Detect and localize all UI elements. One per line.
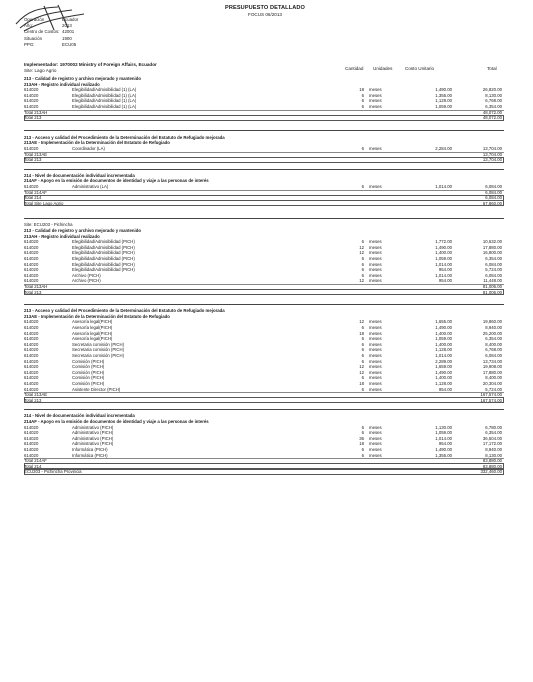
row-description: Secretaria comisión (PICH) [72, 341, 125, 347]
subtotal-row-value: 167,574.00 [480, 392, 502, 398]
row-unit: meses [369, 336, 382, 342]
total-row-label: Total 213 [24, 115, 42, 121]
row-total: 25,200.00 [482, 330, 502, 336]
subtotal-row-label: Total 213AE [24, 392, 48, 398]
meta-value: 2013 [62, 23, 72, 29]
row-quantity: 12 [359, 250, 364, 256]
row-code: 614020 [24, 369, 39, 375]
row-unit-cost: 954.00 [438, 267, 452, 273]
row-unit-cost: 954.00 [438, 441, 452, 447]
row-code: 614020 [24, 92, 39, 98]
row-unit: meses [369, 330, 382, 336]
row-unit: meses [369, 239, 382, 245]
row-quantity: 6 [361, 336, 364, 342]
row-description: Secretaria comisión (PICH) [72, 347, 125, 353]
row-description: Informática (PICH) [72, 452, 108, 458]
row-code: 614020 [24, 347, 39, 353]
subsection-heading: 213AE - Implementación de la Determinación del Estatuto de Refugiado [24, 140, 170, 146]
total-row-value: 83,880.00 [482, 463, 502, 469]
row-total: 36,504.00 [482, 435, 502, 441]
row-quantity: 18 [359, 381, 364, 386]
row-unit: meses [369, 353, 382, 358]
row-quantity: 6 [361, 386, 364, 392]
row-unit: meses [369, 441, 382, 447]
row-total: 6,354.00 [485, 336, 502, 342]
row-unit: meses [369, 347, 382, 353]
row-total: 11,448.00 [483, 278, 502, 284]
site-total-row-value: 332,460.00 [480, 469, 502, 475]
total-row-value: 13,704.00 [482, 157, 502, 163]
row-quantity: 6 [361, 341, 364, 347]
row-unit-cost: 1,400.00 [435, 341, 452, 347]
row-description: Asesoría legal(PICH) [72, 336, 113, 342]
subtotal-row-label: Total 214AF [24, 458, 47, 464]
row-unit: meses [369, 435, 382, 441]
subtotal-row-value: 13,704.00 [482, 151, 502, 157]
row-code: 614020 [24, 184, 39, 189]
row-unit: meses [369, 358, 382, 364]
subtotal-row-value: 83,880.00 [482, 458, 502, 464]
row-unit-cost: 1,490.00 [435, 369, 452, 375]
row-quantity: 18 [359, 87, 364, 93]
meta-value: ECU05 [62, 41, 77, 47]
row-description: Comisión (PICH) [72, 364, 105, 370]
row-code: 614020 [24, 272, 39, 278]
row-unit: meses [369, 430, 382, 436]
row-unit: meses [369, 104, 382, 109]
row-total: 6,084.00 [485, 184, 502, 189]
row-description: Coordinador (LA) [72, 146, 105, 151]
row-unit: meses [369, 386, 382, 392]
divider [24, 304, 504, 305]
row-unit: meses [369, 447, 382, 452]
meta-key: Centro de Costos: [24, 29, 60, 35]
row-quantity: 6 [361, 239, 364, 245]
total-row [24, 290, 504, 296]
row-total: 8,400.00 [485, 375, 502, 381]
row-quantity: 6 [361, 424, 364, 430]
row-code: 614020 [24, 424, 39, 430]
row-quantity: 6 [361, 375, 364, 381]
row-description: Elegibilidad/Admisibilidad (PICH) [72, 244, 135, 250]
row-code: 614020 [24, 267, 39, 273]
section-heading: 213 - Calidad de registro y archivo mejorado y mantenido [24, 76, 142, 81]
row-quantity: 6 [361, 272, 364, 278]
row-quantity: 6 [361, 447, 364, 452]
row-quantity: 6 [361, 256, 364, 261]
row-code: 614020 [24, 364, 39, 370]
meta-key: Situación [24, 35, 43, 41]
row-total: 6,768.00 [485, 347, 502, 353]
row-total: 8,400.00 [485, 341, 502, 347]
meta-key: Operación [24, 17, 45, 22]
row-code: 614020 [24, 104, 39, 109]
row-unit-cost: 954.00 [438, 386, 452, 392]
section-heading: 214 - Nivel de documentación individual incrementada [24, 172, 135, 178]
row-description: Asesoría legal(PICH) [72, 319, 113, 325]
total-row-label: Total 214 [24, 463, 42, 469]
row-description: Asesoría legal(PICH) [72, 325, 113, 330]
row-quantity: 12 [359, 244, 364, 250]
row-description: Archivo (PICH) [72, 278, 101, 284]
row-total: 5,724.00 [485, 267, 502, 273]
row-code: 614020 [24, 330, 39, 336]
subtotal-row-label: Total 213AH [24, 109, 48, 115]
subsection-heading: 213AE - Implementación de la Determinación del Estatuto de Refugiado [24, 313, 170, 319]
row-unit: meses [369, 267, 382, 273]
row-total: 20,304.00 [482, 381, 502, 386]
row-code: 614020 [24, 341, 39, 347]
row-description: Archivo (PICH) [72, 272, 101, 278]
row-description: Administrativo (PICH) [72, 424, 114, 430]
row-unit: meses [369, 369, 382, 375]
row-description: Comisión (PICH) [72, 369, 105, 375]
row-description: Administrativo (PICH) [72, 430, 114, 436]
meta-value: 42001 [62, 29, 75, 35]
row-total: 8,940.00 [485, 447, 502, 452]
divider [24, 218, 504, 219]
row-description: Elegibilidad/Admisibilidad (1) (LA) [72, 104, 137, 109]
section-heading: 213 - Acceso y calidad del Procedimiento de la Determinación del Estatuto de Refugiado mejorada [24, 134, 225, 140]
row-unit: meses [369, 87, 382, 93]
row-unit-cost: 2,284.00 [435, 146, 452, 151]
row-code: 614020 [24, 336, 39, 342]
row-total: 13,704.00 [482, 146, 502, 151]
row-unit-cost: 1,490.00 [435, 325, 452, 330]
row-unit-cost: 1,059.00 [435, 256, 452, 261]
row-unit: meses [369, 272, 382, 278]
row-quantity: 6 [361, 261, 364, 267]
row-code: 614020 [24, 87, 39, 93]
row-quantity: 6 [361, 184, 364, 189]
row-unit: meses [369, 319, 382, 325]
row-unit-cost: 1,128.00 [435, 98, 452, 104]
row-unit-cost: 1,490.00 [435, 244, 452, 250]
row-code: 614020 [24, 358, 39, 364]
row-description: Elegibilidad/Admisibilidad (1) (LA) [72, 92, 137, 98]
divider [24, 130, 504, 131]
subtotal-row-value: 81,006.00 [482, 284, 502, 289]
subtotal-row-value: 48,072.00 [482, 109, 502, 115]
site-total-row [24, 469, 504, 475]
row-total: 19,908.00 [482, 364, 502, 370]
row-description: Administrativo (PICH) [72, 441, 114, 447]
row-unit-cost: 1,655.00 [435, 319, 452, 325]
row-quantity: 36 [359, 435, 364, 441]
row-unit: meses [369, 278, 382, 284]
row-quantity: 6 [361, 347, 364, 353]
row-description: Informática (PICH) [72, 447, 108, 452]
row-unit-cost: 1,355.00 [435, 452, 452, 458]
row-unit: meses [369, 381, 382, 386]
row-quantity: 12 [359, 364, 364, 370]
row-unit: meses [369, 341, 382, 347]
row-code: 614020 [24, 441, 39, 447]
row-unit: meses [369, 92, 382, 98]
row-description: Elegibilidad/Admisibilidad (PICH) [72, 267, 135, 273]
row-total: 6,780.00 [485, 424, 502, 430]
row-code: 614020 [24, 353, 39, 358]
row-total: 17,172.00 [482, 441, 502, 447]
row-total: 10,632.00 [482, 239, 502, 245]
row-code: 614020 [24, 430, 39, 436]
row-total: 6,084.00 [485, 353, 502, 358]
row-description: Asistente Director (PICH) [72, 386, 121, 392]
row-quantity: 12 [359, 319, 364, 325]
row-unit-cost: 1,400.00 [435, 250, 452, 256]
row-total: 19,860.00 [482, 319, 502, 325]
section-heading: 213 - Calidad de registro y archivo mejorado y mantenido [24, 228, 142, 233]
total-row [24, 398, 504, 404]
row-unit: meses [369, 256, 382, 261]
row-quantity: 6 [361, 146, 364, 151]
row-quantity: 12 [359, 369, 364, 375]
subtotal-row-value: 6,084.00 [485, 189, 502, 195]
row-unit: meses [369, 261, 382, 267]
row-unit: meses [369, 250, 382, 256]
row-quantity: 6 [361, 92, 364, 98]
subtotal-row-label: Total 214AF [24, 189, 47, 195]
meta-key: PPG: [24, 41, 35, 47]
row-code: 614020 [24, 381, 39, 386]
col-costo: Costo Unitario [405, 66, 435, 71]
row-total: 17,880.00 [482, 244, 502, 250]
row-unit-cost: 1,014.00 [435, 272, 452, 278]
row-description: Administrativo (PICH) [72, 435, 114, 441]
subsection-heading: 213AH - Registro individual realizado [24, 233, 100, 239]
total-row-value: 167,574.00 [480, 397, 502, 403]
document-title: PRESUPUESTO DETALLADO [225, 5, 305, 11]
row-unit-cost: 1,128.00 [435, 381, 452, 386]
row-unit: meses [369, 244, 382, 250]
row-unit-cost: 1,355.00 [435, 92, 452, 98]
meta-key: Año: [24, 23, 34, 29]
implementer-line: Implementador: 1970002 Ministry of Foreign Affairs, Ecuador [24, 62, 157, 67]
divider [24, 169, 504, 170]
row-total: 8,130.00 [485, 452, 502, 458]
row-unit-cost: 1,059.00 [435, 336, 452, 342]
row-quantity: 6 [361, 452, 364, 458]
row-total: 6,768.00 [485, 98, 502, 104]
row-description: Secretaria comisión (PICH) [72, 353, 125, 358]
subsection-heading: 214AF - Apoyo en la emisión de documentos de identidad y viaje a las personas de interés [24, 419, 209, 424]
row-unit-cost: 1,128.00 [435, 347, 452, 353]
total-row-value: 81,006.00 [482, 289, 502, 295]
row-code: 614020 [24, 447, 39, 452]
row-description: Elegibilidad/Admisibilidad (1) (LA) [72, 98, 137, 104]
row-unit: meses [369, 452, 382, 458]
subtotal-row-label: Total 213AE [24, 151, 48, 157]
row-code: 614020 [24, 146, 39, 151]
site-total-row-label: ECU203 - Pichincha Provincia [24, 469, 82, 475]
section-heading: 213 - Acceso y calidad del Procedimiento de la Determinación del Estatuto de Refugiado mejorada [24, 308, 225, 314]
row-unit-cost: 1,014.00 [435, 184, 452, 189]
row-description: Asesoría legal(PICH) [72, 330, 113, 336]
row-unit: meses [369, 184, 382, 189]
subtotal-row-label: Total 213AH [24, 284, 48, 289]
site-total-row [24, 201, 504, 207]
row-description: Elegibilidad/Admisibilidad (PICH) [72, 261, 135, 267]
meta-value: Ecuador [62, 17, 79, 22]
row-total: 6,354.00 [485, 256, 502, 261]
row-total: 6,354.00 [485, 104, 502, 109]
row-unit-cost: 1,130.00 [435, 424, 452, 430]
row-unit: meses [369, 424, 382, 430]
row-description: Comisión (PICH) [72, 381, 105, 386]
row-description: Comisión (PICH) [72, 375, 105, 381]
row-unit-cost: 1,059.00 [435, 430, 452, 436]
document-subtitle: FOCUS 06/2013 [248, 12, 282, 17]
section-heading: 214 - Nivel de documentación individual incrementada [24, 413, 135, 419]
row-quantity: 6 [361, 358, 364, 364]
row-total: 8,940.00 [485, 325, 502, 330]
row-total: 17,880.00 [482, 369, 502, 375]
row-code: 614020 [24, 250, 39, 256]
row-unit-cost: 1,490.00 [435, 87, 452, 93]
row-unit-cost: 1,400.00 [435, 330, 452, 336]
subsection-heading: 214AF - Apoyo en la emisión de documentos de identidad y viaje a las personas de interés [24, 178, 209, 184]
row-unit: meses [369, 375, 382, 381]
site-heading: Site: Lago Agrio [24, 68, 57, 73]
row-unit-cost: 954.00 [438, 278, 452, 284]
row-code: 614020 [24, 244, 39, 250]
row-description: Elegibilidad/Admisibilidad (PICH) [72, 256, 135, 261]
row-unit: meses [369, 325, 382, 330]
row-code: 614020 [24, 278, 39, 284]
row-unit-cost: 2,289.00 [435, 358, 452, 364]
row-total: 26,820.00 [482, 87, 502, 93]
document-meta [24, 17, 78, 48]
row-unit: meses [369, 146, 382, 151]
row-code: 614020 [24, 325, 39, 330]
row-unit: meses [369, 98, 382, 104]
subsection-heading: 213AH - Registro individual realizado [24, 81, 100, 87]
col-cantidad: Cantidad [345, 66, 364, 71]
site-total-row-label: Total Site Lago Agrio [24, 200, 64, 206]
row-unit-cost: 1,014.00 [435, 353, 452, 358]
site-heading: Site: ECU203 - Pichincha [24, 222, 73, 228]
row-unit-cost: 1,659.00 [435, 364, 452, 370]
row-code: 614020 [24, 98, 39, 104]
row-total: 6,084.00 [485, 261, 502, 267]
row-code: 614020 [24, 239, 39, 245]
total-row-value: 48,072.00 [482, 115, 502, 121]
total-row-label: Total 213 [24, 289, 42, 295]
row-total: 6,084.00 [485, 272, 502, 278]
row-quantity: 6 [361, 325, 364, 330]
row-quantity: 6 [361, 104, 364, 109]
total-row [24, 115, 504, 121]
row-total: 13,734.00 [482, 358, 502, 364]
meta-value: 1900 [62, 35, 72, 41]
site-total-row-value: 67,860.00 [482, 200, 502, 206]
row-unit-cost: 1,400.00 [435, 375, 452, 381]
row-description: Comisión (PICH) [72, 358, 105, 364]
row-quantity: 12 [359, 278, 364, 284]
row-quantity: 18 [359, 330, 364, 336]
row-unit-cost: 1,014.00 [435, 435, 452, 441]
row-code: 614020 [24, 435, 39, 441]
divider [24, 409, 504, 410]
row-unit-cost: 1,772.00 [435, 239, 452, 245]
row-quantity: 6 [361, 267, 364, 273]
row-code: 614020 [24, 452, 39, 458]
row-code: 614020 [24, 256, 39, 261]
total-row [24, 157, 504, 163]
col-total: Total [487, 66, 497, 71]
row-description: Administrativo (LA) [72, 184, 109, 189]
row-description: Elegibilidad/Admisibilidad (1) (LA) [72, 87, 137, 93]
row-total: 8,130.00 [485, 92, 502, 98]
total-row-value: 6,084.00 [485, 195, 502, 201]
row-code: 614020 [24, 386, 39, 392]
row-code: 614020 [24, 261, 39, 267]
row-unit-cost: 1,490.00 [435, 447, 452, 452]
row-total: 5,724.00 [485, 386, 502, 392]
row-description: Elegibilidad/Admisibilidad (PICH) [72, 250, 135, 256]
row-quantity: 6 [361, 430, 364, 436]
row-quantity: 18 [359, 441, 364, 447]
row-unit-cost: 1,014.00 [435, 261, 452, 267]
row-unit: meses [369, 364, 382, 370]
row-code: 614020 [24, 319, 39, 325]
row-quantity: 6 [361, 353, 364, 358]
row-total: 6,354.00 [485, 430, 502, 436]
total-row-label: Total 214 [24, 195, 42, 201]
col-unidades: Unidades [373, 66, 393, 71]
total-row-label: Total 213 [24, 157, 42, 163]
row-total: 16,800.00 [482, 250, 502, 256]
row-unit-cost: 1,059.00 [435, 104, 452, 109]
total-row-label: Total 213 [24, 397, 42, 403]
row-code: 614020 [24, 375, 39, 381]
row-description: Elegibilidad/Admisibilidad (PICH) [72, 239, 135, 245]
row-quantity: 6 [361, 98, 364, 104]
